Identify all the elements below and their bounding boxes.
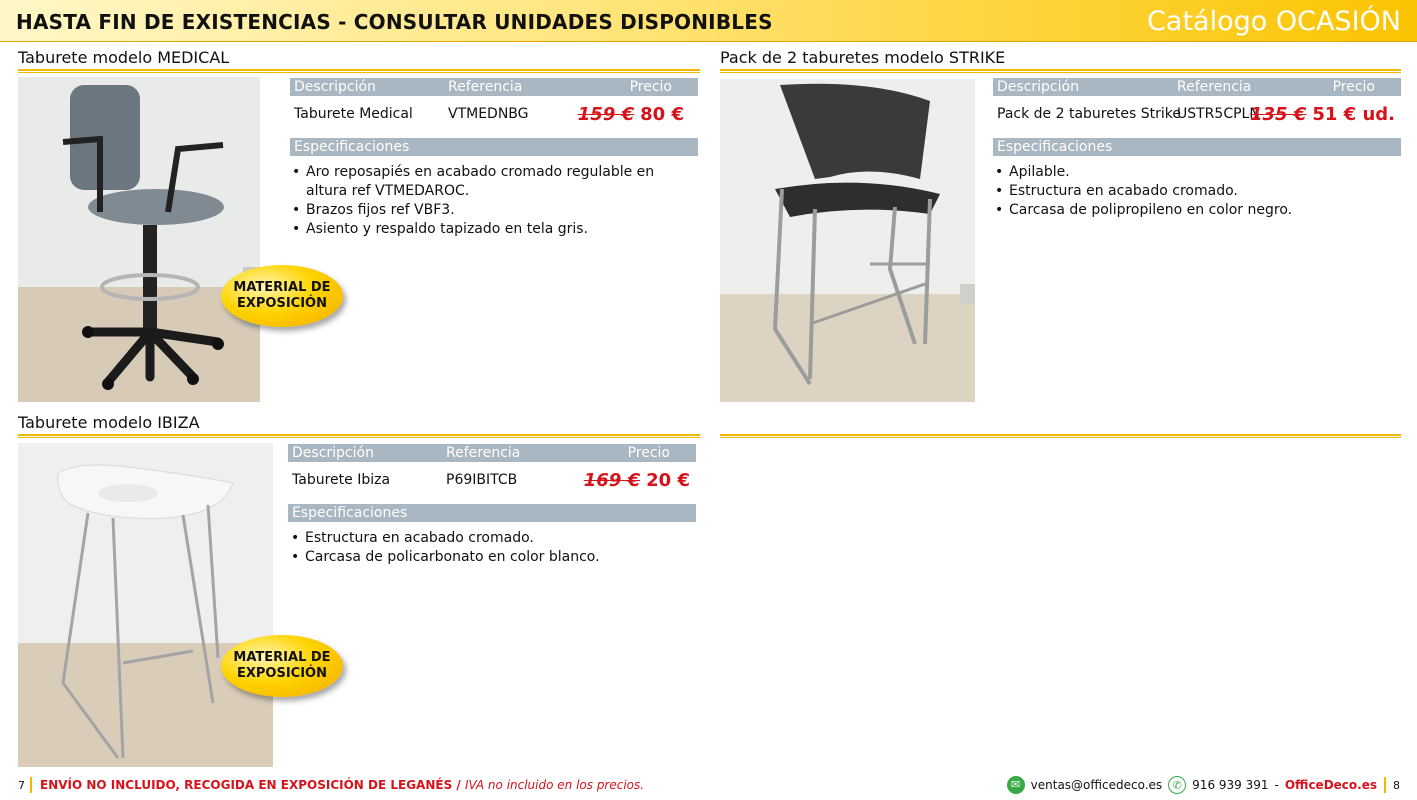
contact-phone[interactable]: 916 939 391 [1192, 778, 1269, 792]
product-title-ibiza: Taburete modelo IBIZA [18, 413, 200, 432]
product-description: Pack de 2 taburetes Strike [997, 106, 1181, 122]
catalog-prefix: Catálogo [1147, 6, 1268, 37]
footer-divider [1384, 777, 1386, 793]
spec-list [995, 163, 1395, 220]
product-reference: USTR5CPLN [1177, 106, 1260, 122]
product-photo-medical [18, 77, 260, 402]
product-description: Taburete Medical [294, 106, 413, 122]
badge-line1: MATERIAL DE [233, 650, 331, 665]
section-rule [18, 434, 700, 438]
spec-header: Especificaciones [993, 138, 1401, 156]
product-reference: P69IBITCB [446, 472, 518, 488]
contact-email[interactable]: ventas@officedeco.es [1030, 778, 1163, 792]
product-price [578, 104, 684, 125]
col-reference: Referencia [446, 445, 521, 461]
spec-header: Especificaciones [288, 504, 696, 522]
page-number-right: 8 [1393, 779, 1400, 792]
spec-item: • Apilable. [995, 163, 1395, 182]
old-price: 169 € [583, 470, 641, 491]
exhibition-badge [221, 265, 343, 327]
section-rule [18, 69, 700, 73]
product-reference: VTMEDNBG [448, 106, 529, 122]
product-title-medical: Taburete modelo MEDICAL [18, 48, 230, 67]
badge-line1: MATERIAL DE [233, 280, 331, 295]
catalog-word: OCASIÓN [1275, 6, 1401, 37]
footer-contact [1007, 776, 1377, 794]
product-photo-ibiza [18, 443, 273, 767]
page-number-left: 7 [18, 779, 25, 792]
spec-item: • Estructura en acabado cromado. [291, 529, 691, 548]
spec-item: • Carcasa de policarbonato en color blanco. [291, 548, 691, 567]
footer-note-bold: ENVÍO NO INCLUIDO, RECOGIDA EN EXPOSICIÓN DE LEGANÉS / [40, 778, 461, 792]
product-description: Taburete Ibiza [292, 472, 391, 488]
exhibition-badge [221, 635, 343, 697]
footer-note [40, 778, 644, 792]
catalog-label [1147, 6, 1401, 37]
col-reference: Referencia [448, 79, 523, 95]
spec-list [291, 529, 691, 567]
brand-link[interactable]: OfficeDeco.es [1284, 778, 1377, 792]
spec-item: • Estructura en acabado cromado. [995, 182, 1395, 201]
table-row [288, 470, 696, 492]
spec-header: Especificaciones [290, 138, 698, 156]
old-price: 135 € [1249, 104, 1307, 125]
page-title: HASTA FIN DE EXISTENCIAS - CONSULTAR UNIDADES DISPONIBLES [16, 10, 773, 34]
footer-note-italic: IVA no incluido en los precios. [464, 778, 645, 792]
spec-item: • Aro reposapiés en acabado cromado regulable en altura ref VTMEDAROC. [292, 163, 682, 201]
col-price: Precio [627, 445, 670, 461]
spec-item: • Brazos fijos ref VBF3. [292, 201, 682, 220]
new-price: 80 € [640, 104, 684, 125]
old-price: 159 € [577, 104, 635, 125]
col-price: Precio [1332, 79, 1375, 95]
phone-icon: ✆ [1168, 776, 1186, 794]
product-price [1250, 104, 1395, 125]
spec-item: • Asiento y respaldo tapizado en tela gris. [292, 220, 682, 239]
table-row [993, 104, 1401, 126]
col-description: Descripción [294, 79, 376, 95]
product-price [584, 470, 690, 491]
product-title-strike: Pack de 2 taburetes modelo STRIKE [720, 48, 1006, 67]
table-row [290, 104, 698, 126]
spec-list [292, 163, 682, 239]
table-header [290, 78, 698, 96]
mail-icon: ✉ [1007, 776, 1025, 794]
section-rule [720, 69, 1401, 73]
page-footer [0, 771, 1417, 800]
col-price: Precio [629, 79, 672, 95]
badge-line2: EXPOSICIÓN [236, 296, 327, 311]
table-header [288, 444, 696, 462]
footer-divider [30, 777, 32, 793]
product-photo-strike [720, 79, 975, 402]
spec-item: • Carcasa de polipropileno en color negro. [995, 201, 1395, 220]
col-description: Descripción [997, 79, 1079, 95]
col-reference: Referencia [1177, 79, 1252, 95]
page-header [0, 0, 1417, 42]
badge-line2: EXPOSICIÓN [236, 666, 327, 681]
new-price: 51 € ud. [1312, 104, 1395, 125]
new-price: 20 € [646, 470, 690, 491]
col-description: Descripción [292, 445, 374, 461]
section-rule [720, 434, 1401, 438]
table-header [993, 78, 1401, 96]
contact-separator: - [1274, 778, 1279, 792]
